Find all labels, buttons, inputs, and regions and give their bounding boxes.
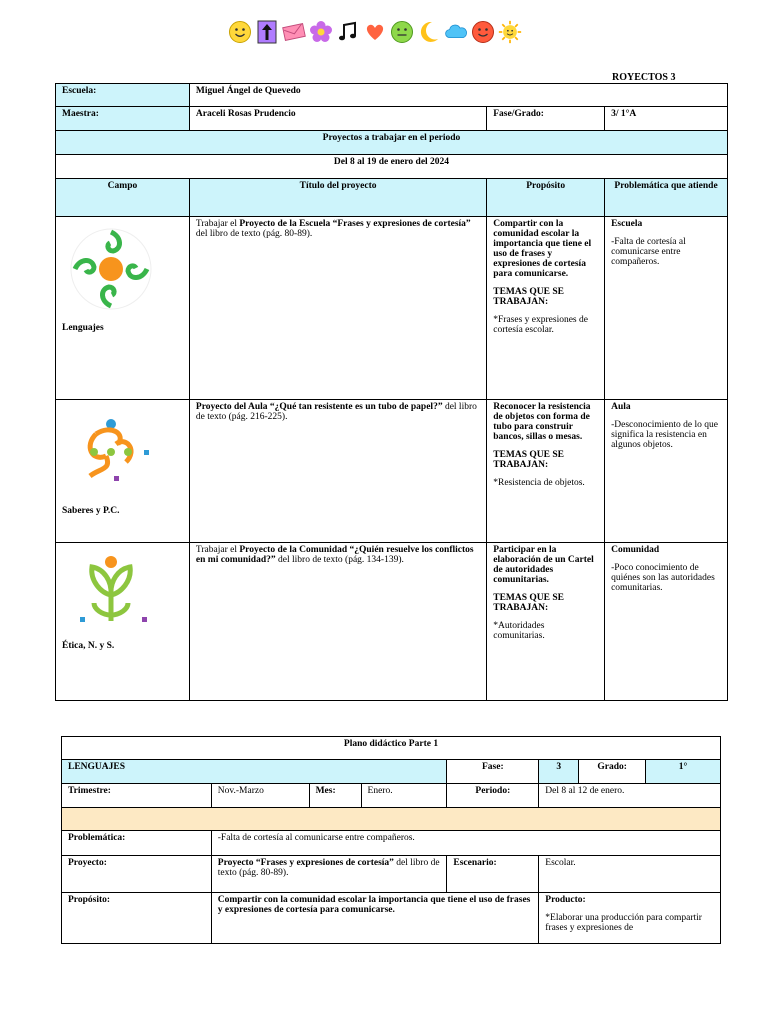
lenguajes-logo-icon — [66, 227, 156, 311]
red-smiley-icon — [471, 19, 495, 45]
campo-lenguajes: LENGUAJES — [62, 760, 447, 784]
trimestre-label: Trimestre: — [62, 784, 212, 808]
flower-icon — [309, 19, 333, 45]
campo-name: Lenguajes — [62, 323, 104, 333]
maestra-value: Araceli Rosas Prudencio — [189, 107, 486, 131]
problematica-cell: Escuela -Falta de cortesía al comunicarse entre compañeros. — [605, 217, 728, 400]
plano-didactico-table — [61, 736, 721, 944]
col-campo: Campo — [56, 179, 190, 217]
envelope-icon — [282, 19, 306, 45]
trimestre-value: Nov.-Marzo — [211, 784, 309, 808]
grado-value: 1° — [646, 760, 721, 784]
periodo-value: Del 8 al 12 de enero. — [539, 784, 721, 808]
mes-label: Mes: — [309, 784, 361, 808]
cloud-icon — [444, 19, 468, 45]
etica-logo-icon — [66, 553, 156, 629]
mes-value: Enero. — [361, 784, 447, 808]
grado-label: Grado: — [579, 760, 646, 784]
escuela-label: Escuela: — [56, 84, 190, 107]
col-titulo: Título del proyecto — [189, 179, 486, 217]
sun-icon — [498, 19, 522, 45]
document-header: ROYECTOS 3 — [612, 72, 676, 83]
proposito-cell: Compartir con la comunidad escolar la importancia que tiene el uso de frases y expresiones de cortesía para comunicarse. TEMAS QUE SE TRABAJAN: *Frases y expresiones de cortesía escolar. — [487, 217, 605, 400]
campo-cell — [56, 400, 190, 543]
decorative-icon-strip — [228, 14, 558, 50]
moon-icon — [417, 19, 441, 45]
fase-label: Fase: — [447, 760, 539, 784]
music-note-icon — [336, 19, 360, 45]
periodo-row: Del 8 al 19 de enero del 2024 — [56, 155, 728, 179]
escenario-label: Escenario: — [447, 856, 539, 893]
problematica-cell: Aula -Desconocimiento de lo que significa la resistencia en algunos objetos. — [605, 400, 728, 543]
heart-icon — [363, 19, 387, 45]
green-smiley-icon — [390, 19, 414, 45]
titulo-cell: Trabajar el Proyecto de la Escuela “Frases y expresiones de cortesía” del libro de texto (pág. 80-89). — [189, 217, 486, 400]
producto-value: *Elaborar una producción para compartir frases y expresiones de — [545, 913, 702, 933]
col-proposito: Propósito — [487, 179, 605, 217]
periodo-label: Periodo: — [447, 784, 539, 808]
problematica-label: Problemática: — [62, 831, 212, 856]
table-row — [56, 217, 728, 400]
campo-cell — [56, 543, 190, 701]
projects-table — [55, 83, 728, 701]
campo-name: Saberes y P.C. — [62, 506, 120, 516]
proposito-cell: Participar en la elaboración de un Cartel de autoridades comunitarias. TEMAS QUE SE TRABAJAN: *Autoridades comunitarias. — [487, 543, 605, 701]
proposito-cell: Reconocer la resistencia de objetos con forma de tubo para construir bancos, sillas o mesas. TEMAS QUE SE TRABAJAN: *Resistencia de objetos. — [487, 400, 605, 543]
col-problematica: Problemática que atiende — [605, 179, 728, 217]
campo-cell — [56, 217, 190, 400]
separator-row — [62, 808, 721, 831]
proposito-label: Propósito: — [62, 893, 212, 944]
titulo-cell: Proyecto del Aula “¿Qué tan resistente es un tubo de papel?” del libro de texto (pág. 216-225). — [189, 400, 486, 543]
escuela-value: Miguel Ángel de Quevedo — [189, 84, 727, 107]
problematica-value: -Falta de cortesía al comunicarse entre compañeros. — [211, 831, 720, 856]
saberes-logo-icon — [66, 410, 156, 494]
table-row — [56, 543, 728, 701]
titulo-cell: Trabajar el Proyecto de la Comunidad “¿Quién resuelve los conflictos en mi comunidad?” del libro de texto (pág. 134-139). — [189, 543, 486, 701]
campo-name: Ética, N. y S. — [62, 641, 115, 651]
fase-grado-value: 3/ 1°A — [605, 107, 728, 131]
table-row — [56, 400, 728, 543]
escenario-value: Escolar. — [539, 856, 721, 893]
proyecto-value: Proyecto “Frases y expresiones de cortesía” del libro de texto (pág. 80-89). — [211, 856, 447, 893]
proyecto-label: Proyecto: — [62, 856, 212, 893]
fase-grado-label: Fase/Grado: — [487, 107, 605, 131]
producto-cell — [539, 893, 721, 944]
smiley-icon — [228, 19, 252, 45]
plano-title: Plano didáctico Parte 1 — [62, 737, 721, 760]
proyectos-title: Proyectos a trabajar en el periodo — [56, 131, 728, 155]
arrow-up-box-icon — [255, 19, 279, 45]
maestra-label: Maestra: — [56, 107, 190, 131]
producto-label: Producto: — [545, 895, 586, 905]
problematica-cell: Comunidad -Poco conocimiento de quiénes son las autoridades comunitarias. — [605, 543, 728, 701]
fase-value: 3 — [539, 760, 579, 784]
proposito-value: Compartir con la comunidad escolar la importancia que tiene el uso de frases y expresiones de cortesía para comunicarse. — [211, 893, 539, 944]
